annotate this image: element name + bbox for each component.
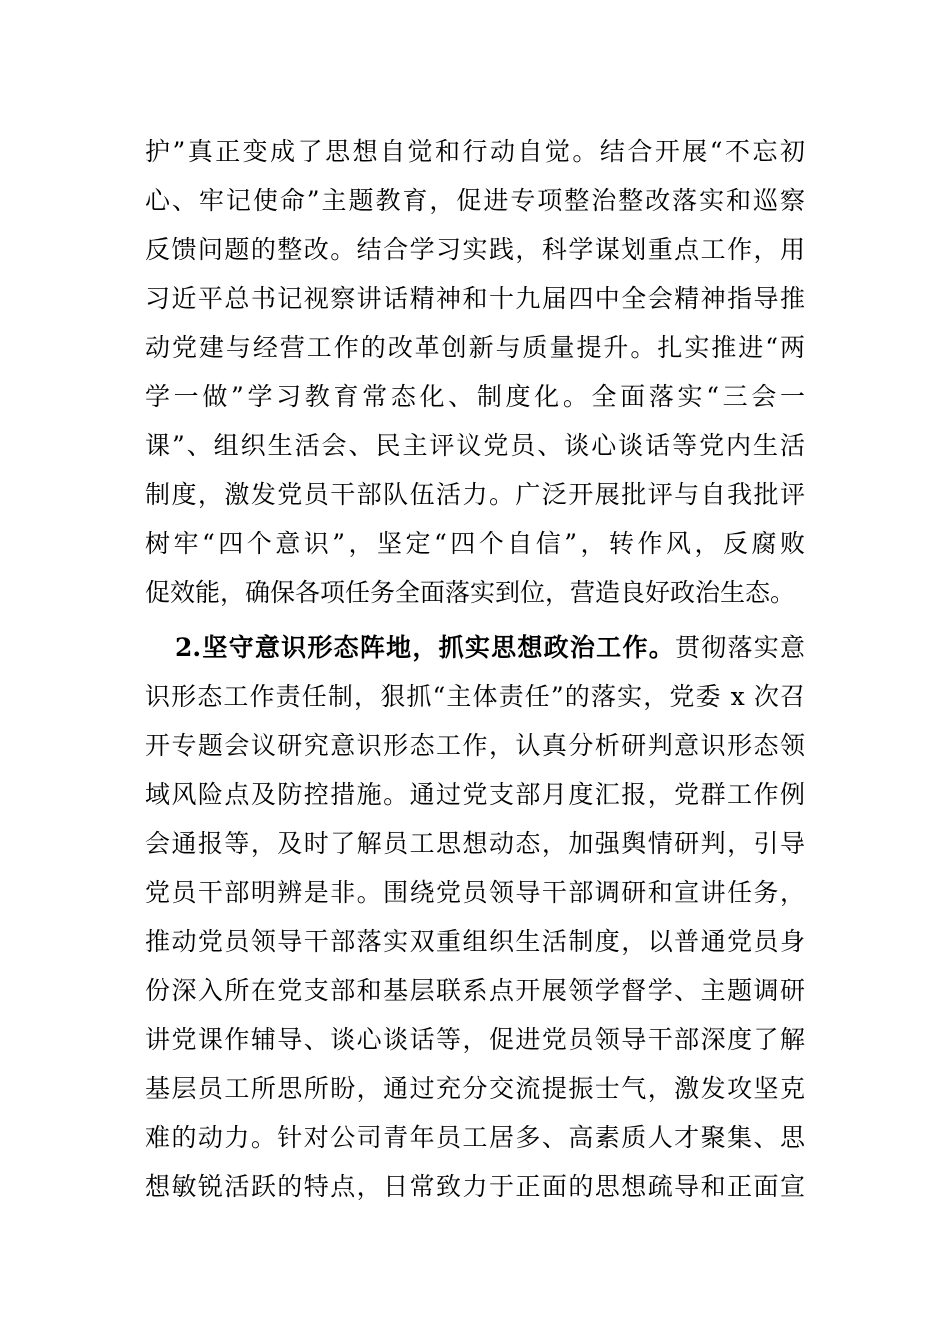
text-line: 课”、组织生活会、民主评议党员、谈心谈话等党内生活 <box>145 431 805 460</box>
text-line: 份深入所在党支部和基层联系点开展领学督学、主题调研 <box>145 976 805 1005</box>
text-line: 制度，激发党员干部队伍活力。广泛开展批评与自我批评 <box>145 480 805 509</box>
section-heading: 2.坚守意识形态阵地，抓实思想政治工作。 <box>175 633 675 662</box>
text-line: 促效能，确保各项任务全面落实到位，营造良好政治生态。 <box>145 578 796 607</box>
text-line: 党员干部明辨是非。围绕党员领导干部调研和宣讲任务， <box>145 878 805 907</box>
text-line: 动党建与经营工作的改革创新与质量提升。扎实推进“两 <box>145 333 805 362</box>
paragraph-2-first-line <box>175 630 805 666</box>
text-line: 习近平总书记视察讲话精神和十九届四中全会精神指导推 <box>145 284 805 313</box>
text-line: 推动党员领导干部落实双重组织生活制度，以普通党员身 <box>145 927 805 956</box>
text-line: 护”真正变成了思想自觉和行动自觉。结合开展“不忘初 <box>145 137 805 166</box>
text-line: 讲党课作辅导、谈心谈话等，促进党员领导干部深度了解 <box>145 1025 805 1054</box>
text-line: 基层员工所思所盼，通过充分交流提振士气，激发攻坚克 <box>145 1074 805 1103</box>
text-line: 反馈问题的整改。结合学习实践，科学谋划重点工作，用 <box>145 235 805 264</box>
text-line: 学一做”学习教育常态化、制度化。全面落实“三会一 <box>145 382 805 411</box>
text-span: 贯彻落实意 <box>674 633 805 662</box>
text-line: 难的动力。针对公司青年员工居多、高素质人才聚集、思 <box>145 1123 805 1152</box>
text-line: 树牢“四个意识”，坚定“四个自信”，转作风，反腐败 <box>145 529 805 558</box>
text-line: 识形态工作责任制，狠抓“主体责任”的落实，党委 x 次召 <box>145 682 805 711</box>
text-line: 域风险点及防控措施。通过党支部月度汇报，党群工作例 <box>145 780 805 809</box>
text-line: 会通报等，及时了解员工思想动态，加强舆情研判，引导 <box>145 829 805 858</box>
text-line: 心、牢记使命”主题教育，促进专项整治整改落实和巡察 <box>145 186 805 215</box>
text-line: 开专题会议研究意识形态工作，认真分析研判意识形态领 <box>145 731 805 760</box>
text-line: 想敏锐活跃的特点，日常致力于正面的思想疏导和正面宣 <box>145 1172 805 1201</box>
